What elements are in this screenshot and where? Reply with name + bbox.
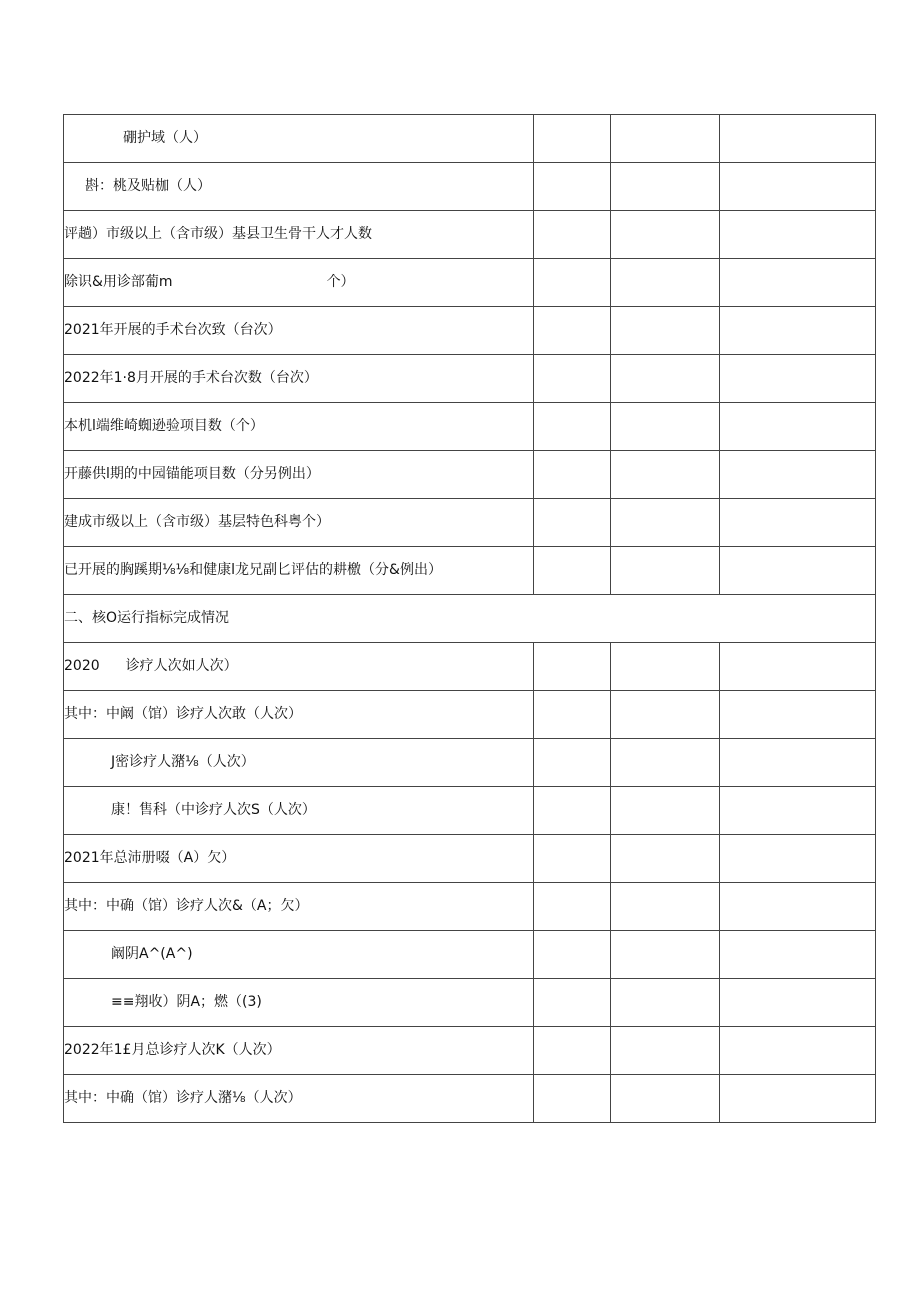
row-label [64, 355, 534, 403]
table-row [64, 211, 876, 259]
value-cell-3[interactable] [720, 1027, 876, 1075]
value-cell-1[interactable] [534, 115, 611, 163]
table-row [64, 691, 876, 739]
row-label-text: 已开展的胸蹊期⅛⅛和健康l龙兄副匕评估的耕檄（分&例出） [64, 562, 442, 579]
value-cell-1[interactable] [534, 547, 611, 595]
row-label [64, 883, 534, 931]
value-cell-2[interactable] [611, 355, 720, 403]
row-label-text: 2022年1·8月开展的手术台次数（台次） [64, 370, 318, 387]
value-cell-2[interactable] [611, 739, 720, 787]
value-cell-1[interactable] [534, 691, 611, 739]
table-row [64, 499, 876, 547]
value-cell-2[interactable] [611, 451, 720, 499]
value-cell-3[interactable] [720, 547, 876, 595]
row-label-text: 其中：中确（馆）诊疗人潴⅛（人次） [64, 1090, 302, 1107]
value-cell-3[interactable] [720, 1075, 876, 1123]
section-row [64, 595, 876, 643]
row-label-text: 其中：中阚（馆）诊疗人次敢（人次） [64, 706, 302, 723]
table-row [64, 403, 876, 451]
value-cell-2[interactable] [611, 163, 720, 211]
value-cell-1[interactable] [534, 835, 611, 883]
table-row [64, 835, 876, 883]
row-label-text: 2020 [64, 658, 100, 675]
value-cell-2[interactable] [611, 403, 720, 451]
row-label-text: 2021年开展的手术台次致（台次） [64, 322, 282, 339]
value-cell-3[interactable] [720, 259, 876, 307]
value-cell-1[interactable] [534, 643, 611, 691]
value-cell-2[interactable] [611, 643, 720, 691]
value-cell-1[interactable] [534, 499, 611, 547]
row-label-text: 硼护域（人） [123, 130, 207, 147]
row-label [64, 931, 534, 979]
row-label [64, 835, 534, 883]
value-cell-3[interactable] [720, 115, 876, 163]
row-label [64, 307, 534, 355]
value-cell-2[interactable] [611, 499, 720, 547]
row-label [64, 739, 534, 787]
value-cell-2[interactable] [611, 1027, 720, 1075]
value-cell-3[interactable] [720, 643, 876, 691]
row-label-suffix: 诊疗人次如人次） [125, 658, 238, 675]
value-cell-3[interactable] [720, 979, 876, 1027]
table-row [64, 259, 876, 307]
row-label [64, 643, 534, 691]
value-cell-2[interactable] [611, 691, 720, 739]
row-label-text: 其中：中确（馆）诊疗人次&（A；欠） [64, 898, 309, 915]
value-cell-3[interactable] [720, 451, 876, 499]
row-label [64, 211, 534, 259]
table-row [64, 883, 876, 931]
value-cell-1[interactable] [534, 403, 611, 451]
row-label [64, 451, 534, 499]
table-row [64, 643, 876, 691]
value-cell-2[interactable] [611, 883, 720, 931]
table-row [64, 547, 876, 595]
value-cell-2[interactable] [611, 1075, 720, 1123]
form-sheet [63, 114, 876, 1123]
row-label-text: 开藤供l期的中园锚能项目数（分另例出） [64, 466, 320, 483]
table-row [64, 787, 876, 835]
value-cell-3[interactable] [720, 355, 876, 403]
row-label [64, 163, 534, 211]
table-row [64, 355, 876, 403]
table-row [64, 739, 876, 787]
row-label-text: ≡≡翔收）阴A；燃（(3) [111, 994, 262, 1011]
table-row [64, 931, 876, 979]
value-cell-1[interactable] [534, 1027, 611, 1075]
row-label [64, 259, 534, 307]
table-row [64, 307, 876, 355]
value-cell-3[interactable] [720, 211, 876, 259]
row-label [64, 979, 534, 1027]
table-row [64, 1027, 876, 1075]
table-row [64, 115, 876, 163]
value-cell-1[interactable] [534, 883, 611, 931]
table-row [64, 163, 876, 211]
row-label-suffix: 个） [326, 274, 355, 291]
value-cell-2[interactable] [611, 259, 720, 307]
value-cell-2[interactable] [611, 307, 720, 355]
value-cell-3[interactable] [720, 403, 876, 451]
row-label [64, 1027, 534, 1075]
row-label-text: 建成市级以上（含市级）基层特色科粤个） [64, 514, 330, 531]
section-heading [64, 595, 876, 643]
value-cell-2[interactable] [611, 835, 720, 883]
value-cell-1[interactable] [534, 259, 611, 307]
value-cell-2[interactable] [611, 547, 720, 595]
row-label-text: 2022年1£月总诊疗人次K（人次） [64, 1042, 281, 1059]
row-label [64, 403, 534, 451]
value-cell-1[interactable] [534, 451, 611, 499]
row-label-text: 康！售科（中诊疗人次S（人次） [111, 802, 316, 819]
row-label-text: 评趟）市级以上（含市级）基县卫生骨干人才人数 [64, 226, 372, 243]
value-cell-2[interactable] [611, 931, 720, 979]
value-cell-1[interactable] [534, 307, 611, 355]
section-heading-text: 二、核O运行指标完成情况 [64, 610, 230, 627]
value-cell-1[interactable] [534, 979, 611, 1027]
row-label-text: 本机l端维崎蜘逊验项目数（个） [64, 418, 264, 435]
value-cell-1[interactable] [534, 211, 611, 259]
table-row [64, 451, 876, 499]
value-cell-3[interactable] [720, 307, 876, 355]
row-label-text: 2021年总沛册啜（A）欠） [64, 850, 236, 867]
row-label [64, 499, 534, 547]
indicator-table [63, 114, 876, 1123]
value-cell-3[interactable] [720, 931, 876, 979]
value-cell-1[interactable] [534, 787, 611, 835]
value-cell-3[interactable] [720, 787, 876, 835]
value-cell-3[interactable] [720, 883, 876, 931]
row-label [64, 115, 534, 163]
value-cell-3[interactable] [720, 835, 876, 883]
value-cell-3[interactable] [720, 691, 876, 739]
table-row [64, 979, 876, 1027]
value-cell-3[interactable] [720, 499, 876, 547]
value-cell-1[interactable] [534, 931, 611, 979]
row-label-text: 除识&用诊部葡m [64, 274, 173, 291]
value-cell-1[interactable] [534, 163, 611, 211]
value-cell-2[interactable] [611, 787, 720, 835]
value-cell-1[interactable] [534, 1075, 611, 1123]
row-label-text: J密诊疗人潴⅛（人次） [111, 754, 255, 771]
value-cell-2[interactable] [611, 211, 720, 259]
row-label [64, 787, 534, 835]
row-label [64, 547, 534, 595]
value-cell-1[interactable] [534, 739, 611, 787]
value-cell-3[interactable] [720, 739, 876, 787]
row-label-text: 斟：桃及贴枷（人） [85, 178, 211, 195]
row-label [64, 691, 534, 739]
table-row [64, 1075, 876, 1123]
value-cell-2[interactable] [611, 115, 720, 163]
value-cell-1[interactable] [534, 355, 611, 403]
value-cell-2[interactable] [611, 979, 720, 1027]
row-label [64, 1075, 534, 1123]
row-label-text: 阚阴A^(A^) [111, 946, 193, 963]
value-cell-3[interactable] [720, 163, 876, 211]
